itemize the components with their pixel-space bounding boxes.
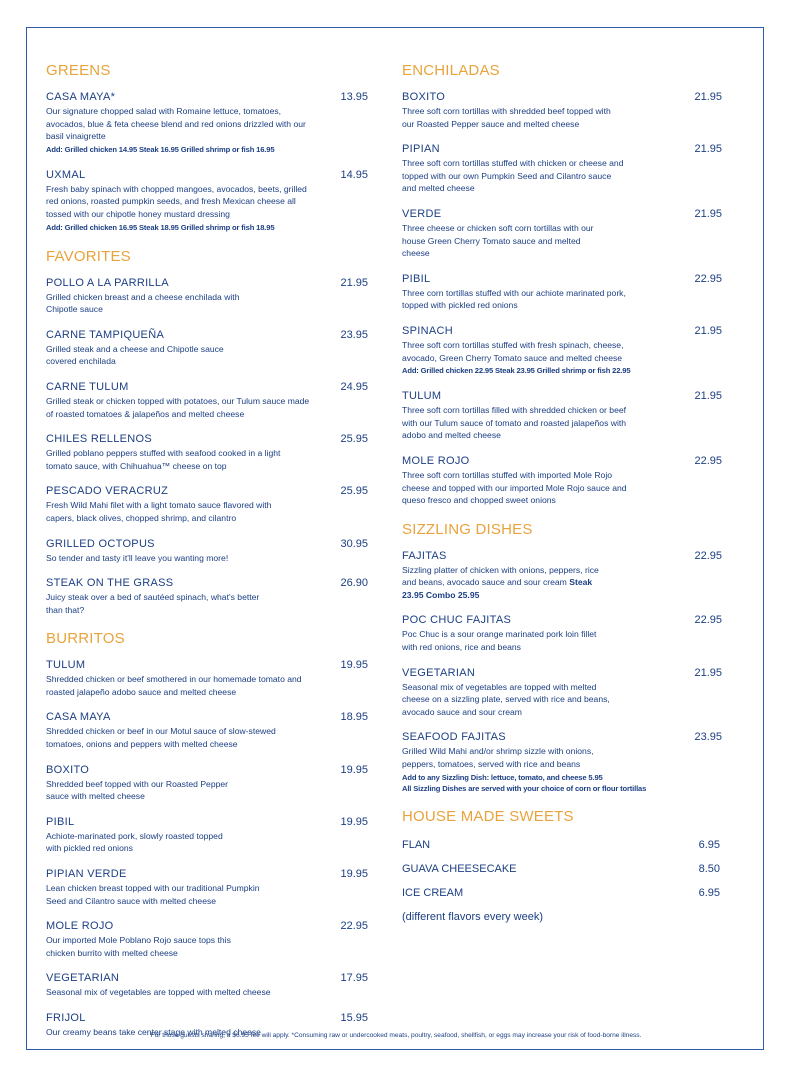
menu-item-pibil-enchilada: [402, 272, 722, 312]
section-greens: [46, 62, 368, 234]
item-price: 22.95: [694, 614, 722, 627]
item-add-ons: Add to any Sizzling Dish: lettuce, tomato, and cheese 5.95: [402, 772, 603, 782]
item-name: MOLE ROJO: [46, 920, 114, 933]
menu-item-carne-tulum: [46, 380, 368, 420]
item-description: Poc Chuc is a sour orange marinated pork loin fillet with red onions, rice and beans: [402, 629, 597, 653]
item-description: Seasonal mix of vegetables are topped with melted cheese: [46, 987, 271, 998]
item-description: Grilled steak or chicken topped with potatoes, our Tulum sauce made of roasted tomatoes & jalapeños and melted cheese: [46, 395, 310, 419]
menu-item-pipian-verde: [46, 867, 368, 907]
item-price: 21.95: [694, 207, 722, 220]
menu-item-spinach-enchilada: [402, 324, 722, 377]
item-description: [402, 564, 607, 602]
menu-item-pibil-burrito: [46, 815, 368, 855]
menu-item-chiles-rellenos: [46, 432, 368, 472]
menu-item-uxmal: [46, 168, 368, 234]
item-name: TULUM: [46, 659, 86, 672]
section-title-favorites: FAVORITES: [46, 247, 131, 265]
item-price: 24.95: [340, 380, 368, 393]
item-name: UXMAL: [46, 168, 86, 181]
item-name: CASA MAYA: [46, 711, 111, 724]
item-description: Grilled chicken breast and a cheese enchilada with Chipotle sauce: [46, 291, 240, 315]
menu-item-pipian-enchilada: [402, 142, 722, 195]
item-price: 25.95: [340, 485, 368, 498]
item-description: Three soft corn tortillas stuffed with chicken or cheese and topped with our own Pumpkin Seed and Cilantro sauce and melted cheese: [402, 158, 624, 194]
menu-item-vegetarian-fajitas: [402, 666, 722, 719]
item-name: TULUM: [402, 390, 442, 403]
item-price: 23.95: [340, 328, 368, 341]
item-price: 19.95: [340, 659, 368, 672]
item-description: Fresh baby spinach with chopped mangoes, avocados, beets, grilled red onions, roasted pumpkin seeds, and fresh Mexican cheese all tossed with our chipotle honey mustard dressing: [46, 183, 307, 219]
item-add-ons: Add: Grilled chicken 16.95 Steak 18.95 Grilled shrimp or fish 18.95: [46, 222, 275, 232]
item-price: 22.95: [694, 272, 722, 285]
item-description: Our imported Mole Poblano Rojo sauce tops this chicken burrito with melted cheese: [46, 935, 231, 958]
item-description: Grilled steak and a cheese and Chipotle sauce covered enchilada: [46, 343, 224, 367]
section-enchiladas: [402, 62, 722, 507]
section-sizzling-dishes: [402, 521, 722, 794]
item-description: Three soft corn tortillas filled with shredded chicken or beef with our Tulum sauce of tomato and roasted jalapeños with adobo and melted cheese: [402, 405, 627, 441]
item-price: 21.95: [340, 276, 368, 289]
item-price: 21.95: [694, 324, 722, 337]
item-price: 22.95: [694, 549, 722, 562]
item-price: 8.50: [698, 862, 720, 875]
item-name: CARNE TAMPIQUEÑA: [46, 328, 165, 341]
menu-item-pescado-veracruz: [46, 484, 368, 524]
item-price: 22.95: [694, 454, 722, 467]
section-title-burritos: BURRITOS: [46, 630, 125, 648]
right-column: [402, 62, 722, 938]
section-burritos: [46, 630, 368, 1038]
item-name: CARNE TULUM: [46, 380, 129, 393]
item-description: Juicy steak over a bed of sautéed spinach, what's better than that?: [46, 592, 260, 615]
item-name: FAJITAS: [402, 549, 447, 562]
item-description: Fresh Wild Mahi filet with a light tomato sauce flavored with capers, black olives, chopped shrimp, and cilantro: [46, 500, 272, 523]
menu-item-poc-chuc-fajitas: [402, 613, 722, 653]
item-name: GUAVA CHEESECAKE: [402, 862, 517, 875]
menu-item-steak-on-the-grass: [46, 576, 368, 616]
sweets-note: (different flavors every week): [402, 910, 544, 923]
menu-item-casa-maya-burrito: [46, 710, 368, 750]
item-price: 25.95: [340, 433, 368, 446]
menu-item-seafood-fajitas: [402, 730, 722, 793]
menu-item-ice-cream: [402, 886, 720, 900]
menu-item-boxito-enchilada: [402, 90, 722, 130]
item-name: ICE CREAM: [402, 886, 464, 899]
item-description: Three soft corn tortillas stuffed with fresh spinach, cheese, avocado, Green Cherry Tomato sauce and melted cheese: [402, 339, 624, 363]
item-tortilla-note: All Sizzling Dishes are served with your choice of corn or flour tortillas: [402, 783, 647, 793]
left-column: [46, 62, 368, 1053]
section-title-sizzling: SIZZLING DISHES: [402, 520, 533, 538]
item-name: CHILES RELLENOS: [46, 433, 152, 446]
item-name: FRIJOL: [46, 1012, 86, 1024]
item-name: BOXITO: [46, 763, 90, 776]
item-name: VEGETARIAN: [46, 972, 120, 985]
item-description: Lean chicken breast topped with our traditional Pumpkin Seed and Cilantro sauce with melted cheese: [46, 883, 260, 906]
menu-item-carne-tampiquena: [46, 328, 368, 368]
item-price: 14.95: [340, 168, 368, 181]
section-title-greens: GREENS: [46, 62, 111, 79]
item-description: So tender and tasty it'll leave you wanting more!: [46, 552, 229, 563]
item-description: Seasonal mix of vegetables are topped with melted cheese on a sizzling plate, served with rice and beans, avocado sauce and sour cream: [402, 681, 610, 717]
item-description: Three corn tortillas stuffed with our achiote marinated pork, topped with pickled red onions: [402, 287, 626, 311]
item-name: SEAFOOD FAJITAS: [402, 731, 506, 744]
item-price: 15.95: [340, 1012, 368, 1024]
item-price: 21.95: [694, 91, 722, 103]
item-description: Three soft corn tortillas with shredded beef topped with our Roasted Pepper sauce and melted cheese: [402, 106, 611, 129]
item-name: PIPIAN VERDE: [46, 868, 127, 881]
item-description: Three soft corn tortillas stuffed with imported Mole Rojo cheese and topped with our imported Mole Rojo sauce and queso fresco and chopped sweet onions: [402, 469, 627, 506]
item-price: 17.95: [340, 972, 368, 985]
item-name: VERDE: [402, 207, 442, 220]
item-description-text: Sizzling platter of chicken with onions, peppers, rice and beans, avocado sauce and sour cream: [402, 564, 599, 588]
item-price: 6.95: [698, 886, 720, 899]
item-price: 21.95: [694, 666, 722, 679]
item-name: PESCADO VERACRUZ: [46, 485, 169, 498]
menu-item-casa-maya-salad: [46, 90, 368, 156]
item-price: 13.95: [340, 91, 368, 103]
item-price: 30.95: [340, 537, 368, 550]
item-price: 18.95: [340, 711, 368, 724]
section-title-enchiladas: ENCHILADAS: [402, 62, 500, 79]
item-add-ons: Add: Grilled chicken 22.95 Steak 23.95 Grilled shrimp or fish 22.95: [402, 366, 631, 376]
item-description: Our signature chopped salad with Romaine lettuce, tomatoes, avocados, blue & feta cheese blend and red onions drizzled with our basil vinaigrette: [46, 106, 306, 142]
item-price: 19.95: [340, 868, 368, 881]
menu-item-flan: [402, 838, 720, 852]
footer-disclaimer: For those guests sharing, a $6.95 fee will apply. *Consuming raw or undercooked meats, poultry, seafood, shellfish, or eggs may increase your risk of food-borne illness.: [150, 1032, 642, 1039]
item-add-ons: Add: Grilled chicken 14.95 Steak 16.95 Grilled shrimp or fish 16.95: [46, 144, 275, 154]
item-name: PIBIL: [402, 272, 431, 285]
item-price: 6.95: [698, 838, 720, 851]
item-description: Shredded beef topped with our Roasted Pepper sauce with melted cheese: [46, 778, 229, 802]
item-description: Three cheese or chicken soft corn tortillas with our house Green Cherry Tomato sauce and melted cheese: [402, 222, 594, 259]
menu-item-tulum-burrito: [46, 658, 368, 698]
item-name: PIBIL: [46, 815, 75, 828]
item-description: Grilled Wild Mahi and/or shrimp sizzle with onions, peppers, tomatoes, served with rice and beans: [402, 746, 594, 770]
item-price: 21.95: [694, 390, 722, 403]
section-favorites: [46, 248, 368, 617]
menu-item-mole-rojo-enchilada: [402, 454, 722, 507]
item-name: POLLO A LA PARRILLA: [46, 276, 169, 289]
item-description: Our creamy beans take center stage with melted cheese: [46, 1027, 261, 1037]
item-name: SPINACH: [402, 324, 453, 337]
item-name: VEGETARIAN: [402, 666, 476, 679]
item-description: Shredded chicken or beef in our Motul sauce of slow-stewed tomatoes, onions and peppers with melted cheese: [46, 726, 276, 750]
section-house-made-sweets: [402, 808, 722, 924]
menu-item-vegetarian-burrito: [46, 971, 368, 999]
menu-item-guava-cheesecake: [402, 862, 720, 876]
item-description: Grilled poblano peppers stuffed with seafood cooked in a light tomato sauce, with Chihuahua™ cheese on top: [46, 448, 281, 471]
item-price: 23.95: [694, 731, 722, 744]
item-extra-prices: Steak 23.95 Combo 25.95: [402, 577, 593, 600]
menu-item-boxito-burrito: [46, 763, 368, 803]
item-description: Achiote-marinated pork, slowly roasted topped with pickled red onions: [46, 830, 223, 854]
item-name: BOXITO: [402, 91, 446, 103]
item-name: POC CHUC FAJITAS: [402, 614, 512, 627]
item-price: 26.90: [340, 577, 368, 590]
item-price: 22.95: [340, 920, 368, 933]
menu-item-pollo-a-la-parrilla: [46, 276, 368, 316]
item-name: STEAK ON THE GRASS: [46, 577, 174, 590]
menu-item-tulum-enchilada: [402, 389, 722, 442]
menu-item-grilled-octopus: [46, 537, 368, 565]
menu-item-mole-rojo-burrito: [46, 919, 368, 959]
item-name: PIPIAN: [402, 143, 440, 156]
item-name: MOLE ROJO: [402, 454, 470, 467]
menu-item-verde-enchilada: [402, 207, 722, 260]
item-name: FLAN: [402, 838, 431, 851]
item-price: 21.95: [694, 143, 722, 156]
item-description: Shredded chicken or beef smothered in our homemade tomato and roasted jalapeño adobo sauce and melted cheese: [46, 674, 302, 697]
section-title-sweets: HOUSE MADE SWEETS: [402, 807, 574, 825]
item-name: GRILLED OCTOPUS: [46, 537, 155, 550]
item-price: 19.95: [340, 763, 368, 776]
item-name: CASA MAYA*: [46, 91, 116, 103]
menu-item-fajitas: [402, 549, 722, 602]
item-price: 19.95: [340, 815, 368, 828]
